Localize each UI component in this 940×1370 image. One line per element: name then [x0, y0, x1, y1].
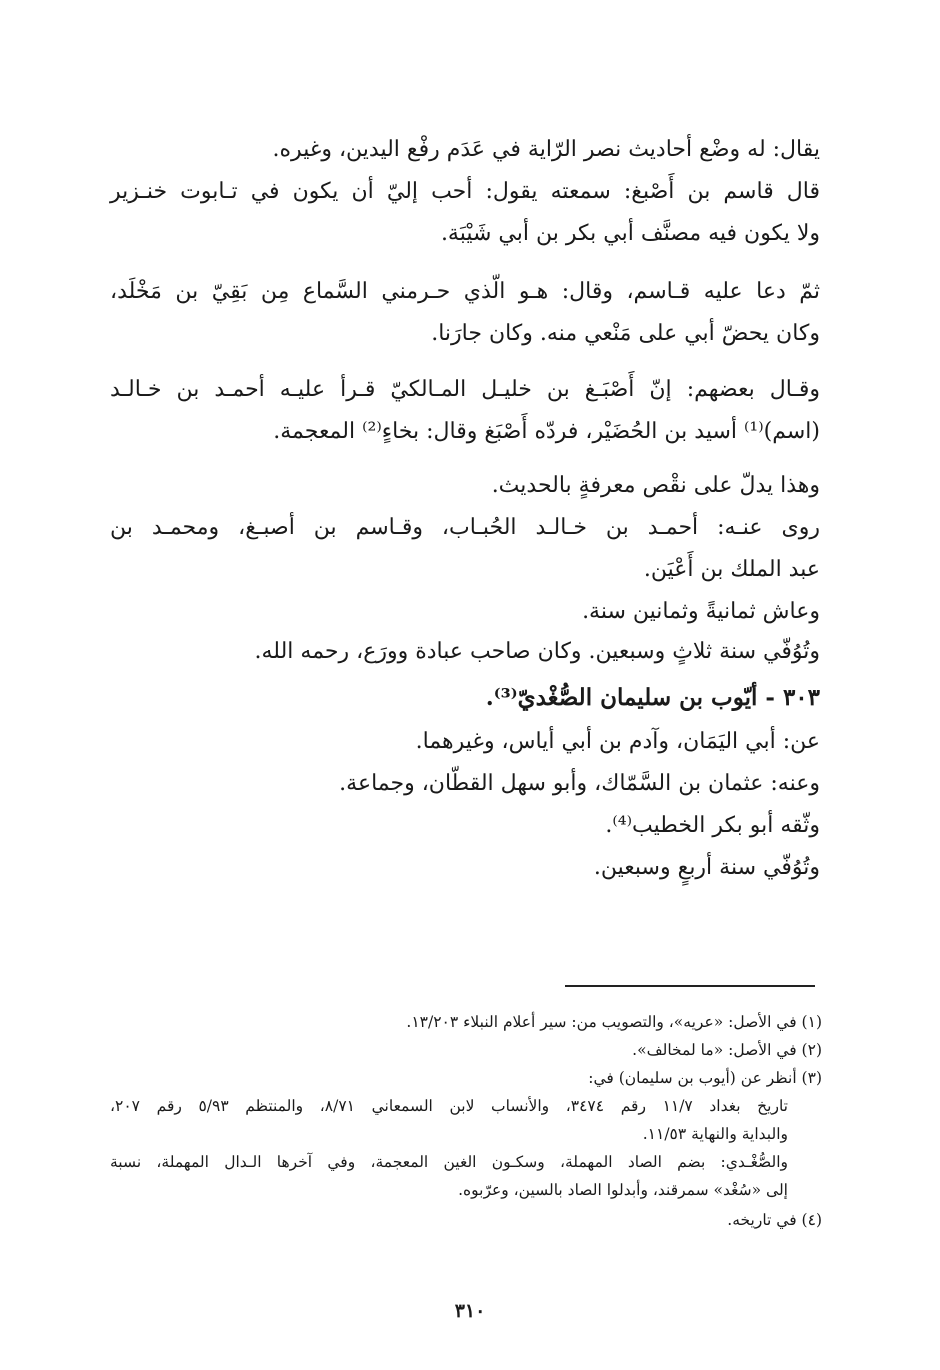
text-line: وتُوُفّي سنة أربعٍ وسبعين.	[593, 855, 820, 880]
text-line: عن: أبي اليَمَان، وآدم بن أبي أياس، وغيرهما.	[415, 729, 820, 754]
text-line: وثّقه أبو بكر الخطيب⁽⁴⁾.	[605, 813, 820, 838]
text-line: وتُوُفّي سنة ثلاثٍ وسبعين. وكان صاحب عبادة وورَع، رحمه الله.	[254, 639, 820, 664]
text-line: وهذا يدلّ على نقْص معرفةٍ بالحديث.	[491, 473, 820, 498]
footnote-continuation: إلى «سُغْد» سمرقند، وأبدلوا الصاد بالسين، وعرّبوه.	[458, 1181, 788, 1199]
text-line: وعاش ثمانيةً وثمانين سنة.	[582, 599, 820, 624]
text-line: وكان يحضّ أبي على مَنْعي منه. وكان جارَنا.	[431, 321, 820, 346]
entry-heading: ٣٠٣ - أيّوب بن سليمان الصُّغْديّ⁽³⁾.	[485, 684, 820, 711]
page-number: ٣١٠	[454, 1300, 486, 1322]
text-line: روى عنـه: أحمـد بن خـالـد الحُبـاب، وقـاسم بن أصبـغ، ومحمـد بن	[110, 515, 820, 540]
footnote-continuation: تاريخ بغداد ١١/٧ رقم ٣٤٧٤، والأنساب لابن السمعاني ٨/٧١، والمنتظم ٥/٩٣ رقم ٢٠٧،	[110, 1097, 788, 1115]
text-line: وقـال بعضهم: إنّ أَصْبَـغ بن خليـل المـالكيّ قـرأ عليـه أحمـد بن خـالـد	[110, 377, 820, 402]
text-line: ثمّ دعا عليه قـاسم، وقال: هـو الّذي حـرمني السَّماع مِن بَقِيّ بن مَخْلَد،	[110, 279, 820, 304]
footnote: (٤) في تاريخه.	[727, 1211, 822, 1229]
text-line: وعنه: عثمان بن السَّمّاك، وأبو سهل القطّان، وجماعة.	[339, 771, 820, 796]
text-line: يقال: له وضْع أحاديث نصر الرّاية في عَدَم رفْع اليدين، وغيره.	[272, 137, 820, 162]
footnote: (٣) أنظر عن (أيوب بن سليمان) في:	[588, 1069, 822, 1087]
footnote-continuation: والبداية والنهاية ١١/٥٣.	[642, 1125, 788, 1143]
text-line: قال قاسم بن أَصْبغ: سمعته يقول: أحب إليّ أن يكون في تـابوت خنـزير	[110, 179, 820, 204]
footnote-separator	[565, 985, 815, 987]
text-line: عبد الملك بن أَعْيَن.	[643, 557, 820, 582]
text-line: (اسم)⁽¹⁾ أسيد بن الحُضَيْر، فردّه أَصْبَغ وقال: بخاءٍ⁽²⁾ المعجمة.	[273, 419, 820, 444]
footnote: (٢) في الأصل: «ما لمخالف».	[632, 1041, 822, 1059]
text-line: ولا يكون فيه مصنَّف أبي بكر بن أبي شَيْبَة.	[440, 221, 820, 246]
footnote-continuation: والصُّغْـدي: بضم الصاد المهملة، وسكـون الغين المعجمة، وفي آخرها الـدال المهملة، نسبة	[110, 1153, 788, 1171]
footnote: (١) في الأصل: «عريه»، والتصويب من: سير أعلام النبلاء ١٣/٢٠٣.	[406, 1013, 822, 1031]
